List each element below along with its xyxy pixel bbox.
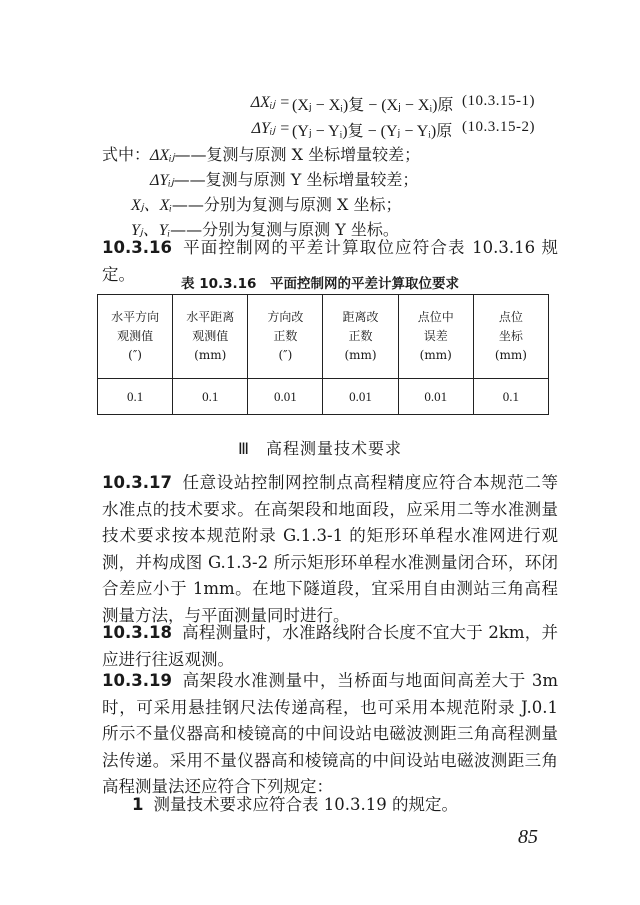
item-number: 1 [132,795,144,814]
table-caption: 表 10.3.16 平面控制网的平差计算取位要求 [181,276,459,292]
clause-number: 10.3.17 [102,473,172,492]
equation-10-3-15-1 [0,90,640,116]
rounding-requirements-table [97,294,549,415]
table-header-cell: 距离改 正数 (mm) [323,295,398,379]
table-cell: 0.1 [473,379,548,415]
definition-text: ——复测与原测 X 坐标增量较差； [174,145,421,164]
clause-10-3-18 [102,620,558,673]
definition-symbol: ΔXᵢⱼ [150,147,175,164]
page-number: 85 [518,826,538,848]
table-row [98,379,549,415]
table-header-row [98,295,549,379]
table-cell: 0.01 [323,379,398,415]
clause-text: 平面控制网的平差计算取位应符合表 10.3.16 规定。 [102,238,558,284]
equation-lhs: ΔYᵢⱼ = [251,120,290,137]
clause-10-3-17 [102,470,558,629]
item-text: 测量技术要求应符合表 10.3.19 的规定。 [153,795,458,814]
section-title: 高程测量技术要求 [266,439,403,458]
definition-line [131,192,401,218]
table-header-cell: 点位中 误差 (mm) [398,295,473,379]
table-cell: 0.01 [248,379,323,415]
equation-lhs: ΔXᵢⱼ = [250,94,290,111]
definition-prefix: 式中： [102,145,151,164]
table-header-cell: 水平距离 观测值 (mm) [173,295,248,379]
definition-line [150,167,418,193]
definition-line [102,142,420,168]
section-heading [0,436,640,459]
list-item-1 [132,792,558,819]
table-header-cell: 方向改 正数 (″) [248,295,323,379]
clause-text: 高架段水准测量中，当桥面与地面间高差大于 3m 时，可采用悬挂钢尺法传递高程，也可采用本规范附录 J.0.1 所示不量仪器高和棱镜高的中间设站电磁波测距三角高程测量法传递。采用不量仪器高和棱镜高的中间设站电磁波测距三角高程测量法还应符合下列规定： [102,671,558,796]
clause-10-3-19 [102,668,558,801]
definition-text: ——分别为复测与原测 X 坐标； [171,195,402,214]
equation-10-3-15-2 [0,116,640,142]
equation-number: (10.3.15-1) [462,93,535,109]
clause-number: 10.3.16 [102,238,172,257]
equation-number: (10.3.15-2) [462,119,535,135]
table-cell: 0.1 [173,379,248,415]
table-cell: 0.01 [398,379,473,415]
clause-number: 10.3.19 [102,671,172,690]
table-cell: 0.1 [98,379,173,415]
clause-number: 10.3.18 [102,623,172,642]
equation-rhs: (Xⱼ − Xᵢ)复 − (Xⱼ − Xᵢ)原 [292,97,454,114]
section-roman-numeral: Ⅲ [237,441,250,458]
definition-text: ——复测与原测 Y 坐标增量较差； [173,170,419,189]
clause-text: 任意设站控制网控制点高程精度应符合本规范二等水准点的技术要求。在高架段和地面段，应采用二等水准测量技术要求按本规范附录 G.1.3-1 的矩形环单程水准网进行观测，并构成图 G.1.3-2 所示矩形环单程水准测量闭合环，环闭合差应小于 1mm。在地下隧道段，宜采用自由测站三角高程测量方法，与平面测量同时进行。 [102,473,558,625]
equation-rhs: (Yⱼ − Yᵢ)复 − (Yⱼ − Yᵢ)原 [292,123,453,140]
clause-text: 高程测量时，水准路线附合长度不宜大于 2km，并应进行往返观测。 [102,623,558,669]
definition-symbol: Yⱼ、Yᵢ [131,222,171,239]
definition-text: ——分别为复测与原测 Y 坐标。 [170,220,399,239]
table-header-cell: 水平方向 观测值 (″) [98,295,173,379]
definition-symbol: ΔYᵢⱼ [150,172,174,189]
definition-symbol: Xⱼ、Xᵢ [131,197,172,214]
table-header-cell: 点位 坐标 (mm) [473,295,548,379]
